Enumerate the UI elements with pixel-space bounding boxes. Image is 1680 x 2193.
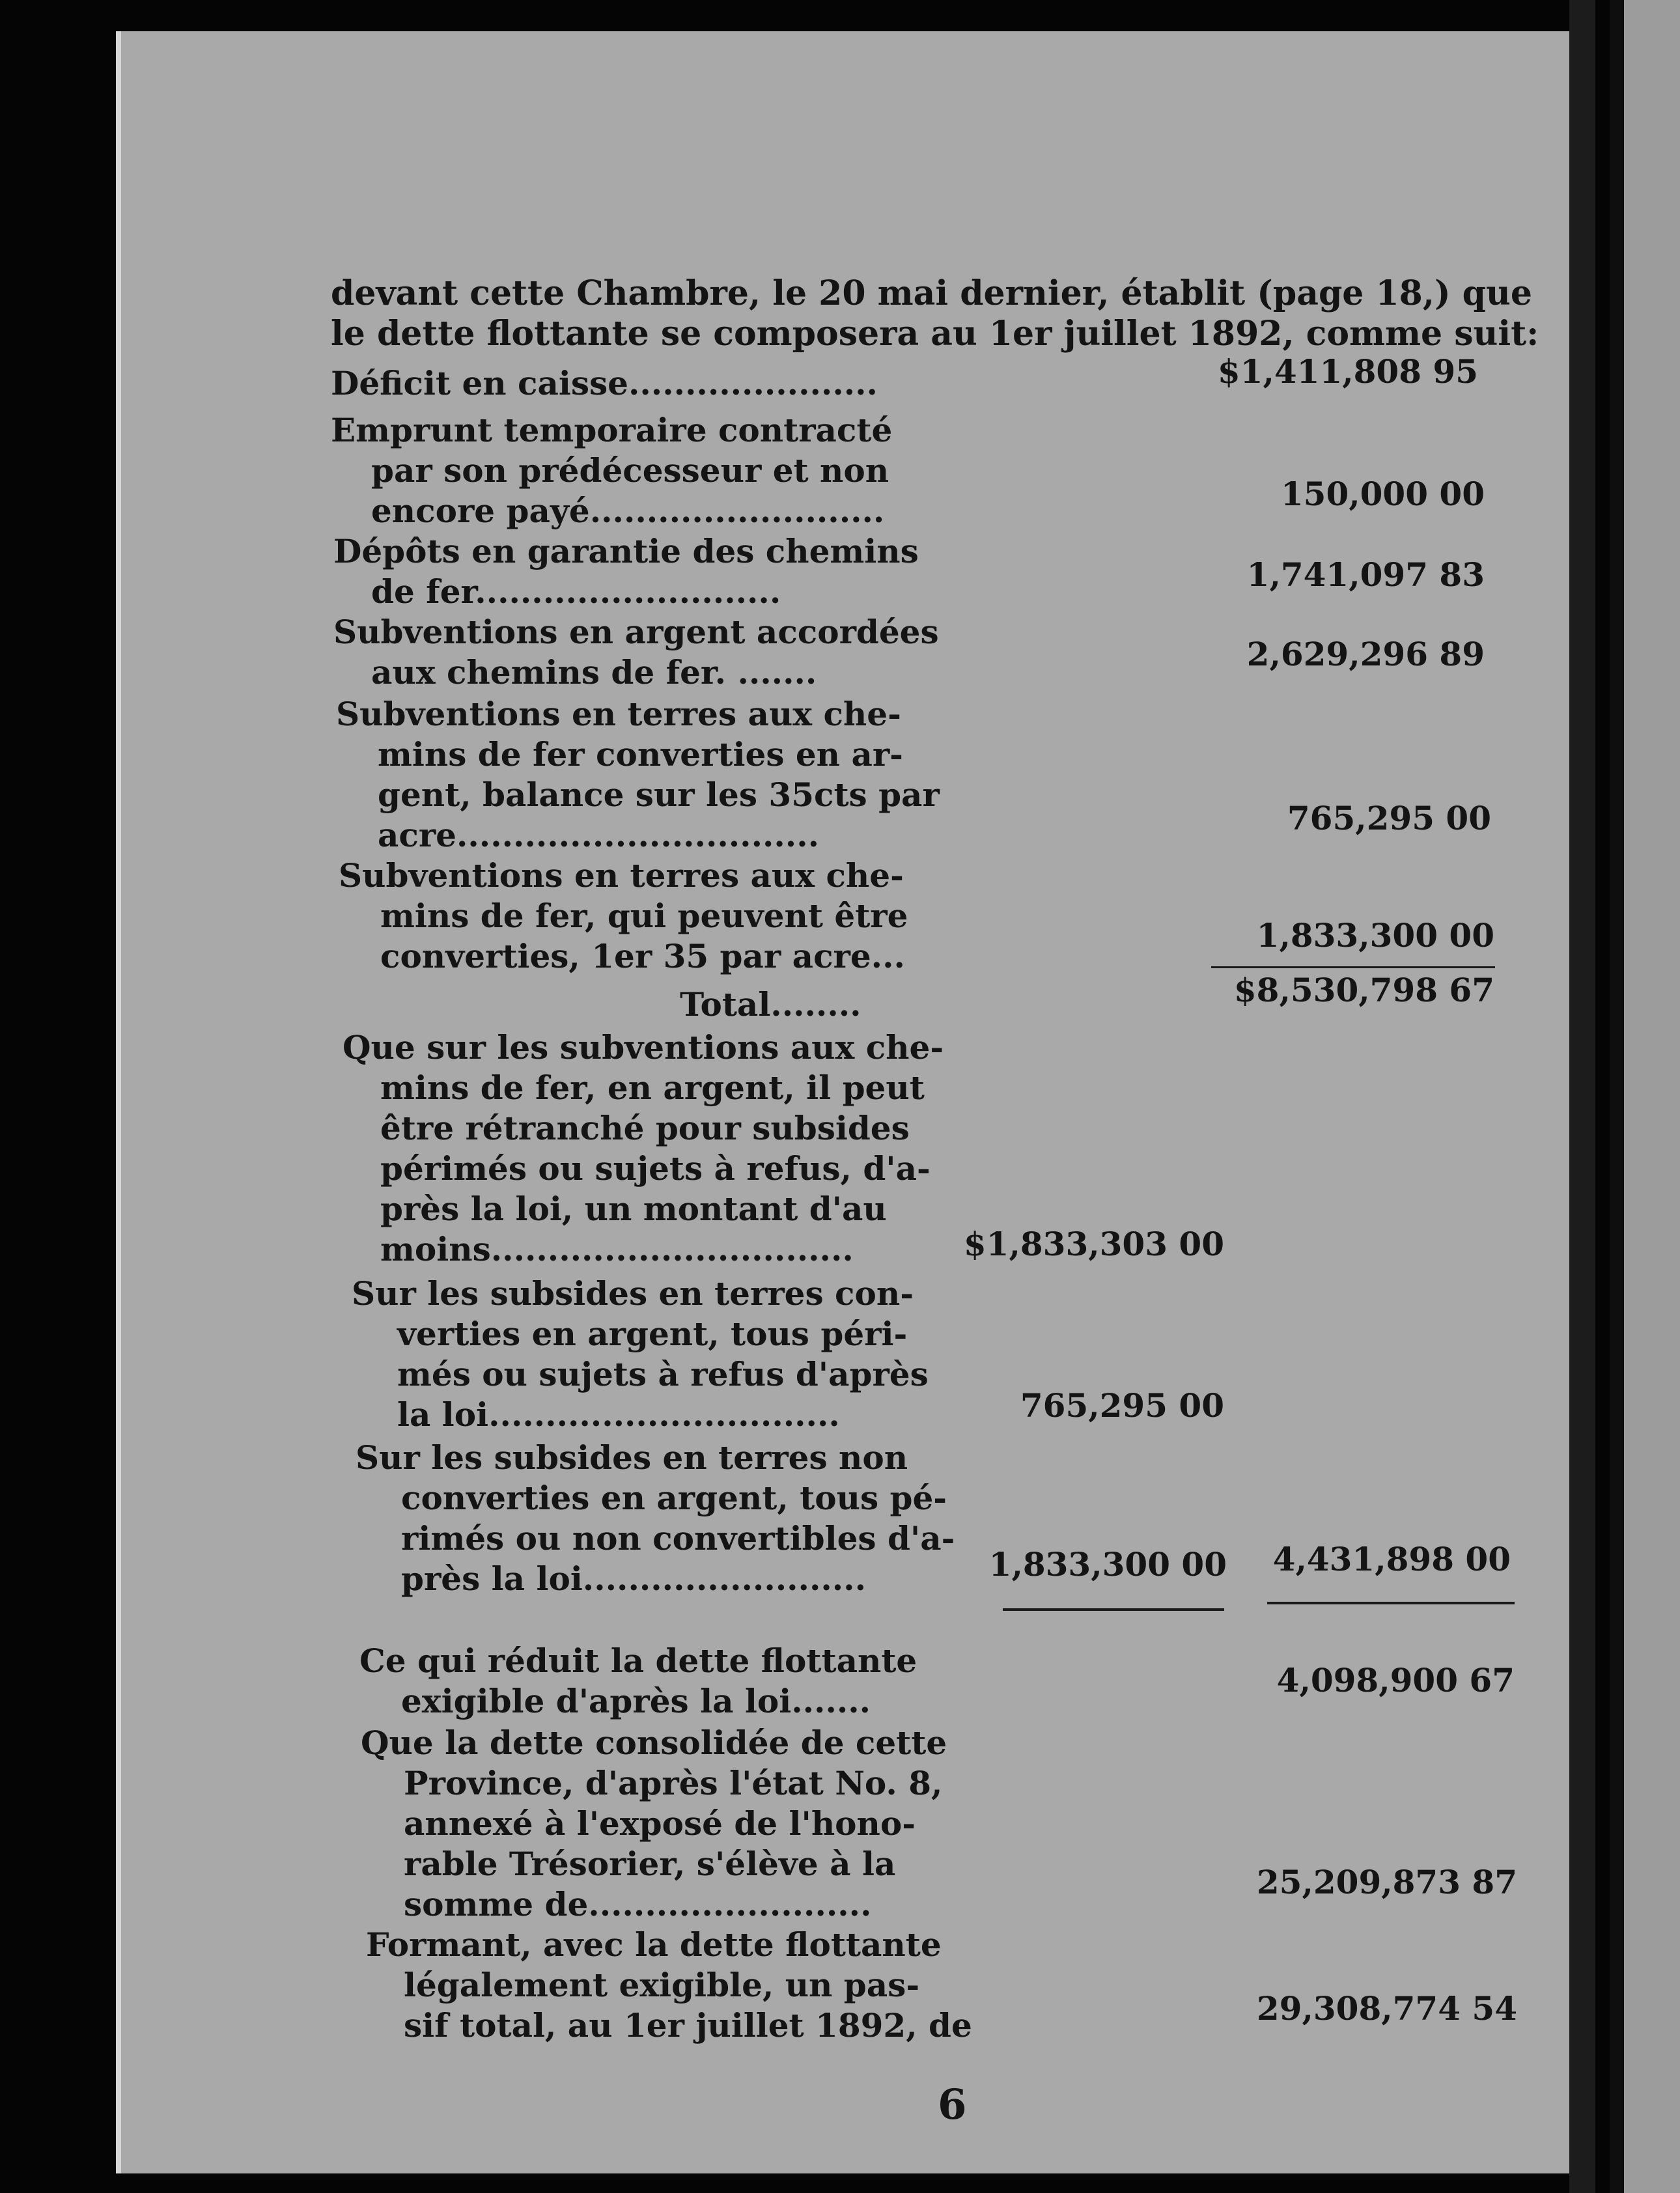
intro-line-2: le dette flottante se composera au 1er juillet 1892, comme suit: bbox=[331, 314, 1539, 354]
result-label: somme de......................... bbox=[404, 1885, 872, 1923]
deduction-label: mins de fer, en argent, il peut bbox=[380, 1069, 925, 1107]
item-label: mins de fer, qui peuvent être bbox=[380, 897, 908, 935]
item-label: de fer........................... bbox=[371, 572, 781, 611]
deduction-label: près la loi, un montant d'au bbox=[380, 1190, 887, 1228]
total-rule bbox=[1211, 966, 1495, 968]
item-amount: 1,741,097 83 bbox=[1246, 555, 1485, 594]
adjacent-page-edge bbox=[1610, 0, 1680, 2193]
deduction-label: Que sur les subventions aux che- bbox=[343, 1028, 944, 1067]
item-label: Subventions en terres aux che- bbox=[336, 695, 901, 733]
deduction-label: près la loi......................... bbox=[401, 1559, 866, 1598]
item-label: converties, 1er 35 par acre... bbox=[380, 937, 905, 975]
result-label: Ce qui réduit la dette flottante bbox=[359, 1641, 917, 1680]
result-amount: 4,098,900 67 bbox=[1276, 1661, 1515, 1699]
item-amount: 150,000 00 bbox=[1280, 475, 1485, 513]
result-label: exigible d'après la loi....... bbox=[401, 1682, 871, 1720]
item-label: Subventions en argent accordées bbox=[333, 613, 939, 651]
page-number: 6 bbox=[938, 2080, 967, 2129]
item-label: Dépôts en garantie des chemins bbox=[333, 532, 919, 570]
result-label: sif total, au 1er juillet 1892, de bbox=[404, 2006, 972, 2045]
item-label: Déficit en caisse...................... bbox=[331, 364, 878, 402]
deduction-label: périmés ou sujets à refus, d'a- bbox=[380, 1149, 931, 1188]
item-amount: 765,295 00 bbox=[1287, 799, 1491, 837]
item-amount: 2,629,296 89 bbox=[1246, 635, 1485, 673]
deduction-label: être rétranché pour subsides bbox=[380, 1109, 910, 1147]
deduction-label: rimés ou non convertibles d'a- bbox=[401, 1519, 955, 1557]
item-label: par son prédécesseur et non bbox=[371, 451, 889, 490]
deduction-amount: 1,833,300 00 bbox=[988, 1545, 1227, 1584]
item-amount: $1,411,808 95 bbox=[1217, 352, 1478, 391]
deduction-rule-left bbox=[1003, 1608, 1224, 1611]
item-label: Subventions en terres aux che- bbox=[339, 856, 904, 895]
result-label: rable Trésorier, s'élève à la bbox=[404, 1845, 896, 1883]
deduction-label: Sur les subsides en terres con- bbox=[352, 1274, 914, 1313]
deduction-label: la loi............................... bbox=[397, 1395, 840, 1434]
deduction-label: moins................................ bbox=[380, 1230, 854, 1268]
result-label: annexé à l'exposé de l'hono- bbox=[404, 1804, 916, 1843]
result-amount: 29,308,774 54 bbox=[1256, 1989, 1517, 2028]
deduction-amount: $1,833,303 00 bbox=[963, 1225, 1224, 1263]
deduction-label: converties en argent, tous pé- bbox=[401, 1479, 947, 1517]
item-label: mins de fer converties en ar- bbox=[378, 735, 903, 774]
item-label: acre................................ bbox=[378, 816, 820, 854]
item-amount: 1,833,300 00 bbox=[1256, 916, 1494, 955]
item-label: encore payé.......................... bbox=[371, 492, 885, 530]
result-label: Que la dette consolidée de cette bbox=[361, 1724, 947, 1762]
item-label: aux chemins de fer. ....... bbox=[371, 653, 817, 691]
deduction-total-amount: 4,431,898 00 bbox=[1272, 1540, 1511, 1578]
result-amount: 25,209,873 87 bbox=[1256, 1863, 1517, 1901]
intro-line-1: devant cette Chambre, le 20 mai dernier, établit (page 18,) que bbox=[331, 273, 1532, 313]
deduction-label: verties en argent, tous péri- bbox=[397, 1315, 908, 1353]
total-label: Total........ bbox=[680, 985, 861, 1024]
total-amount: $8,530,798 67 bbox=[1233, 971, 1494, 1009]
result-label: légalement exigible, un pas- bbox=[404, 1966, 920, 2004]
deduction-rule-right bbox=[1267, 1602, 1515, 1604]
deduction-label: més ou sujets à refus d'après bbox=[397, 1355, 929, 1393]
item-label: Emprunt temporaire contracté bbox=[331, 411, 893, 449]
result-label: Province, d'après l'état No. 8, bbox=[404, 1764, 943, 1802]
deduction-amount: 765,295 00 bbox=[1020, 1386, 1224, 1425]
deduction-label: Sur les subsides en terres non bbox=[356, 1438, 908, 1477]
item-label: gent, balance sur les 35cts par bbox=[378, 775, 940, 814]
page-fold-shadow bbox=[1569, 0, 1595, 2193]
result-label: Formant, avec la dette flottante bbox=[366, 1925, 942, 1964]
